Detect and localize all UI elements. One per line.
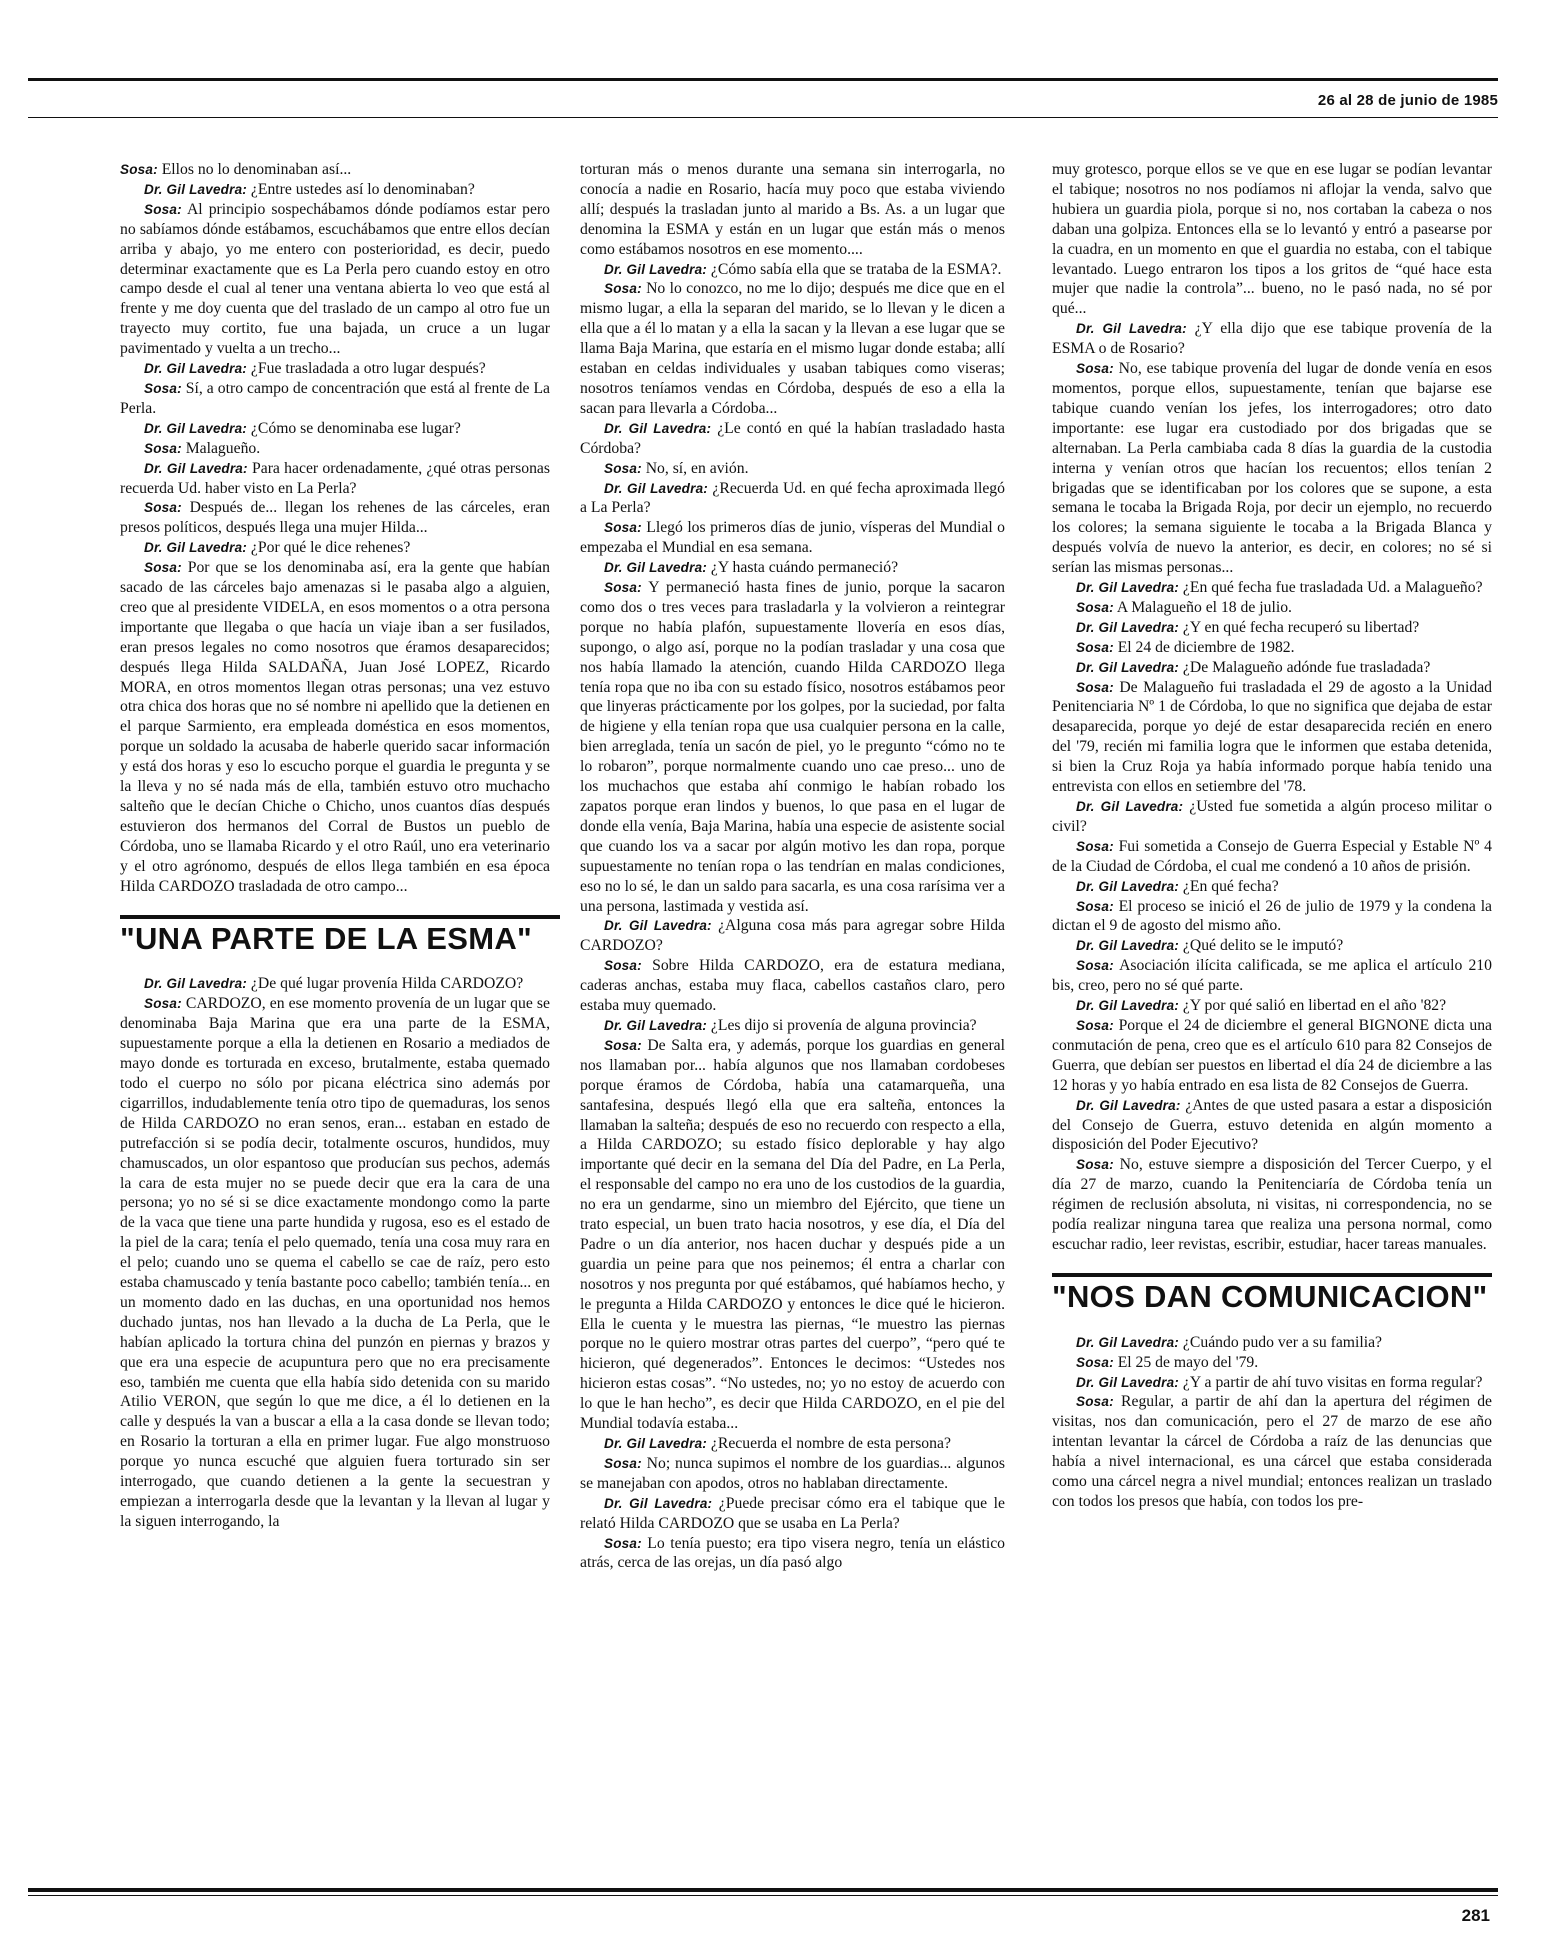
paragraph-text: El proceso se inició el 26 de julio de 1979 y la condena la dictan el 9 de agosto del mismo año. xyxy=(1052,897,1493,935)
paragraph xyxy=(1052,578,1492,598)
paragraph-text: Malagueño. xyxy=(185,439,261,457)
paragraph xyxy=(1052,956,1492,996)
speaker-label: Dr. Gil Lavedra: xyxy=(1076,659,1179,675)
paragraph-text: No, sí, en avión. xyxy=(645,459,749,477)
paragraph xyxy=(1052,996,1492,1016)
paragraph-text: Llegó los primeros días de junio, vísperas del Mundial o empezaba el Mundial en esa semana. xyxy=(580,519,1006,557)
paragraph xyxy=(1052,1373,1492,1393)
paragraph-text: ¿Entre ustedes así lo denominaban? xyxy=(250,180,475,198)
paragraph-text: De Salta era, y además, porque los guardias en general nos llamaban por... había algunos que nos llamaban cordobeses porque éramos de Córdoba, había una catamarqueña, una santafesina, después llegó ella que era salteña, entonces la llamaban la salteña; después de eso no recuerdo con respecto a ella, a Hilda CARDOZO; su estado físico deplorable y hay algo importante qué decir en la semana del Día del Padre, en La Perla, el responsable del campo no era uno de los custodios de la guardia, no era un gendarme, sino un miembro del Ejército, que tiene un trato especial, un buen trato hacia nosotros, y ese día, el Día del Padre o un día anterior, nos hacen duchar y después pide a un guardia un peine para que nos peinemos; él entra a charlar con nosotros y nos pregunta por qué estábamos, qué habíamos hecho, y le pregunta a Hilda CARDOZO y entonces le dice qué le hicieron. Ella le cuenta y le muestra las piernas, “le muestro las piernas porque no le quiero mostrar otras partes del cuerpo”, “pero qué te hicieron, qué degenerados”. Entonces le decimos: “Ustedes nos hicieron estas cosas”. “No ustedes, no; yo no estoy de acuerdo con lo que le han hecho”, es decir que Hilda CARDOZO, en el pie del Mundial todavía estaba... xyxy=(580,1036,1006,1433)
paragraph-text: De Malagueño fui trasladada el 29 de agosto a la Unidad Penitenciaria Nº 1 de Córdoba, lo que no significa que dejaba de estar desaparecida, porque yo dejé de estar desaparecida recién en enero del '79, recién mi familia logra que le informen que estaba detenida, si bien la Cruz Roja ya había informado porque había tenido una entrevista con ellos en setiembre del '78. xyxy=(1052,678,1492,796)
speaker-label: Dr. Gil Lavedra: xyxy=(604,1436,707,1451)
paragraph xyxy=(580,1494,1005,1534)
speaker-label: Dr. Gil Lavedra: xyxy=(1076,1097,1181,1113)
speaker-label: Dr. Gil Lavedra: xyxy=(604,918,712,934)
speaker-label: Sosa: xyxy=(144,500,182,516)
paragraph-text: ¿Por qué le dice rehenes? xyxy=(250,539,411,557)
speaker-label: Sosa: xyxy=(1076,1394,1114,1410)
paragraph xyxy=(1052,319,1492,359)
paragraph-text: ¿De qué lugar provenía Hilda CARDOZO? xyxy=(250,975,524,993)
paragraph-text: ¿Usted fue sometida a algún proceso militar o civil? xyxy=(1052,798,1493,835)
paragraph-text: Regular, a partir de ahí dan la apertura del régimen de visitas, nos dan comunicación, pero el 27 de marzo de ese año intentan levantar la cárcel de Córdoba a raíz de las denuncias que había a nivel internacional, es una cárcel que estaba considerada como una cárcel negra a nivel mundial; entonces realizan un traslado con todos los presos que había, con todos los pre- xyxy=(1052,1393,1492,1510)
speaker-label: Dr. Gil Lavedra: xyxy=(1076,878,1179,894)
paragraph xyxy=(580,578,1005,916)
speaker-label: Dr. Gil Lavedra: xyxy=(604,420,712,436)
paragraph xyxy=(580,1534,1005,1574)
speaker-label: Sosa: xyxy=(604,1037,642,1053)
paragraph xyxy=(120,419,550,439)
paragraph-text: ¿En qué fecha fue trasladada Ud. a Malagueño? xyxy=(1182,579,1483,597)
paragraph-text: ¿Puede precisar cómo era el tabique que le relató Hilda CARDOZO que se usaba en La Perla? xyxy=(580,1494,1005,1532)
speaker-label: Dr. Gil Lavedra: xyxy=(604,261,707,277)
speaker-label: Dr. Gil Lavedra: xyxy=(144,540,247,556)
paragraph-text: Lo tenía puesto; era tipo visera negro, tenía un elástico atrás, cerca de las orejas, un día pasó algo xyxy=(580,1534,1006,1572)
speaker-label: Dr. Gil Lavedra: xyxy=(604,1017,707,1033)
footer-rule xyxy=(28,1888,1498,1892)
speaker-label: Dr. Gil Lavedra: xyxy=(1076,1374,1179,1390)
speaker-label: Sosa: xyxy=(1076,838,1114,854)
speaker-label: Sosa: xyxy=(604,281,642,297)
paragraph xyxy=(120,538,550,558)
paragraph-text: ¿Les dijo si provenía de alguna provincia? xyxy=(710,1016,977,1034)
speaker-label: Dr. Gil Lavedra: xyxy=(1076,580,1179,596)
paragraph xyxy=(120,379,550,419)
speaker-label: Sosa: xyxy=(1076,1354,1114,1370)
paragraph-text: No lo conozco, no me lo dijo; después me dice que en el mismo lugar, a ella la separan del marido, se lo llevan y le dicen a ella que a él lo matan y a ella la sacan y la llevan a ese lugar que se llama Baja Marina, que estaría en el mismo lugar donde estaba; allí estaban en celdas individuales y usaban tabiques como viseras; nosotros teníamos vendas en Córdoba, después de eso a ella la sacan para llevarla a Córdoba... xyxy=(580,280,1006,417)
section-headline: "UNA PARTE DE LA ESMA" xyxy=(120,920,533,956)
section-headline-box xyxy=(120,915,560,959)
speaker-label: Dr. Gil Lavedra: xyxy=(1076,799,1184,814)
speaker-label: Sosa: xyxy=(1076,1157,1114,1173)
paragraph xyxy=(1052,359,1492,578)
paragraph-text: Al principio sospechábamos dónde podíamos estar pero no sabíamos dónde estábamos, escuchábamos que entre ellos decían arriba y abajo, yo me entero con posterioridad, es decir, puedo determinar exactamente que es La Perla pero cuando estoy en otro campo desde el cual al tener una ventana abierta lo veo que está al frente y me doy cuenta que del traslado de un campo al otro fue un trayecto muy cortito, fue una bajada, un cruce a un lugar pavimentado y vuelta a un trecho... xyxy=(120,200,550,358)
paragraph-text: A Malagueño el 18 de julio. xyxy=(1116,598,1292,616)
paragraph-text: torturan más o menos durante una semana sin interrogarla, no conocía a nadie en Rosario, hacía muy poco que estaba viviendo allí; después la trasladan junto al marido a Bs. As. a un lugar que denomina la ESMA y están en un lugar que están más o menos como estábamos nosotros en ese momento.... xyxy=(580,161,1005,258)
paragraph xyxy=(580,260,1005,280)
paragraph xyxy=(580,1454,1005,1494)
paragraph xyxy=(120,498,550,538)
speaker-label: Sosa: xyxy=(1076,361,1114,377)
paragraph-text: Porque el 24 de diciembre el general BIGNONE dicta una conmutación de pena, creo que es el artículo 610 para 82 Consejos de Guerra, que debían ser puestos en libertad el día 24 de diciembre a las 12 horas y yo había entrado en esa lista de 82 Consejos de Guerra. xyxy=(1052,1016,1493,1094)
paragraph xyxy=(580,279,1005,418)
speaker-label: Dr. Gil Lavedra: xyxy=(1076,619,1179,635)
column-2 xyxy=(580,160,1005,1573)
paragraph-text: CARDOZO, en ese momento provenía de un lugar que se denominaba Baja Marina que era una parte de la ESMA, supuestamente porque a ella la detienen en Rosario a mediados de mayo donde es torturada en exceso, brutalmente, estaba quemado todo el cuerpo no sólo por picana eléctrica sino además por cigarrillos, indudablemente tenía otro tipo de quemaduras, los senos de Hilda CARDOZO no eran senos, eran... estaban en estado de putrefacción si se podía decir, totalmente oscuros, hundidos, muy chamuscados, un olor espantoso que producían sus pechos, además la cara de esta mujer no se puede decir que era la cara de una persona; yo no sé si se dice exactamente mondongo como la parte de la vaca que tiene una parte hundida y rugosa, eso es el estado de la piel de la cara; tenía el pelo quemado, tenía una cosa muy rara en el pelo; cuando uno se quema el cabello se cae de raíz, pero esto estaba chamuscado y tenía bastante poco cabello; también tenía... en un momento dado en las duchas, en una oportunidad nos hemos duchado juntas, nos han llevado a la ducha de La Perla, que le habían aplicado la tortura china del punzón en piernas y brazos y que era una especie de acupuntura pero que no era precisamente eso, también me cuenta que ella había sido detenida con su marido Atilio VERON, que según lo que me dice, a él lo detienen en la calle y después la van a buscar a ella a la casa donde se llevan todo; en Rosario la torturan a ella en primer lugar. Fue algo monstruoso porque yo nunca escuché que alguien fuera torturado sin ser interrogado, que cuando detienen a la gente la secuestran y empiezan a interrogarla desde que la levantan y la llevan al lugar y la siguen interrogando, la xyxy=(120,995,551,1530)
paragraph-text: ¿Antes de que usted pasara a estar a disposición del Consejo de Guerra, estuvo detenida en algún momento a disposición del Poder Ejecutivo? xyxy=(1052,1096,1493,1154)
paragraph-text: ¿Cómo sabía ella que se trataba de la ESMA?. xyxy=(710,260,1002,278)
speaker-label: Sosa: xyxy=(1076,898,1114,914)
paragraph xyxy=(580,558,1005,578)
paragraph-text: ¿Y ella dijo que ese tabique provenía de la ESMA o de Rosario? xyxy=(1052,320,1492,358)
speaker-label: Sosa: xyxy=(1076,958,1114,974)
paragraph xyxy=(1052,877,1492,897)
paragraph-text: Para hacer ordenadamente, ¿qué otras personas recuerda Ud. haber visto en La Perla? xyxy=(120,459,551,497)
speaker-label: Sosa: xyxy=(604,520,642,536)
top-rule xyxy=(28,78,1498,81)
paragraph xyxy=(580,1434,1005,1454)
paragraph xyxy=(1052,936,1492,956)
column-3 xyxy=(1052,160,1492,1512)
paragraph-text: Y permaneció hasta fines de junio, porque la sacaron como dos o tres veces para trasladarla y la volvieron a reintegrar porque no había plafón, supuestamente llovería en esos días, supongo, o algo así, porque no la podían trasladar y una cosa que nos había llamado la atención, cuando Hilda CARDOZO llega tenía ropa que no iba con su estado físico, nosotros estábamos peor que linyeras prácticamente por los golpes, por la suciedad, por falta de higiene y ella tenían ropa que usa cualquier persona en la calle, bien arreglada, tenía un sacón de piel, yo le pregunto “cómo no te lo robaron”, porque normalmente cuando uno cae preso... uno de los muchachos que estaba ahí conmigo le habían robado los zapatos porque eran lindos y buenos, lo que pasa en el lugar de donde ella venía, Baja Marina, había una especie de asistente social que cuando los va a sacar por algún motivo les dan ropa, porque supuestamente no tenían ropa o las tendrían en malas condiciones, eso no lo sé, le dan un saldo para sacarla, es una cosa rarísima ver a una persona, lastimada y vestida así. xyxy=(580,579,1006,915)
paragraph-text: ¿Cuándo pudo ver a su familia? xyxy=(1182,1333,1383,1351)
paragraph-text: Sí, a otro campo de concentración que está al frente de La Perla. xyxy=(120,379,551,417)
paragraph xyxy=(1052,1096,1492,1156)
paragraph-text: ¿Le contó en qué la habían trasladado hasta Córdoba? xyxy=(580,419,1006,457)
speaker-label: Dr. Gil Lavedra: xyxy=(144,361,247,377)
paragraph xyxy=(580,479,1005,519)
paragraph-text: Fui sometida a Consejo de Guerra Especial y Estable Nº 4 de la Ciudad de Córdoba, el cual me condenó a 10 años de prisión. xyxy=(1052,837,1492,875)
speaker-label: Sosa: xyxy=(1076,599,1114,615)
paragraph-text: El 24 de diciembre de 1982. xyxy=(1117,638,1295,656)
paragraph xyxy=(580,160,1005,260)
paragraph xyxy=(120,459,550,499)
paragraph xyxy=(120,994,550,1531)
speaker-label: Dr. Gil Lavedra: xyxy=(1076,321,1187,337)
paragraph xyxy=(120,200,550,359)
paragraph-text: muy grotesco, porque ellos se ve que en ese lugar se podían levantar el tabique; nosotros no nos podíamos ni aflojar la venda, salvo que hubiera un guardia piola, porque si no, nos cortaban la cabeza o nos daban una golpiza. Entonces ella se lo levantó y entró a pasearse por la cuadra, en un momento en que el guardia no estaba, con el tabique levantado. Luego entraron los tipos a los gritos de “qué hace esta mujer que nadie la controla”... bueno, no le pasó nada, no sé por qué... xyxy=(1052,161,1492,318)
speaker-label: Dr. Gil Lavedra: xyxy=(604,480,708,496)
paragraph xyxy=(580,1016,1005,1036)
paragraph xyxy=(1052,1333,1492,1353)
speaker-label: Dr. Gil Lavedra: xyxy=(1076,938,1179,954)
speaker-label: Dr. Gil Lavedra: xyxy=(1076,1334,1179,1350)
speaker-label: Sosa: xyxy=(604,1535,642,1551)
header-rule xyxy=(28,117,1498,118)
paragraph-text: Sobre Hilda CARDOZO, era de estatura mediana, caderas anchas, estaba muy flaca, cabellos castaños claro, pero estaba muy quemado. xyxy=(580,957,1006,1015)
paragraph xyxy=(1052,1155,1492,1255)
paragraph xyxy=(120,558,550,896)
paragraph-text: ¿Qué delito se le imputó? xyxy=(1182,937,1344,955)
paragraph-text: Por que se los denominaba así, era la gente que habían sacado de las cárceles bajo amenazas si le pasaba algo a alguien, creo que al presidente VIDELA, en esos momentos o a otra persona importante que llegaba o que hacía un viaje iban a ser fusilados, eran presos legales no como nosotros que éramos desaparecidos; después llega Hilda SALDAÑA, Juan José LOPEZ, Ricardo MORA, en otros momentos llegan otras personas; una vez estuvo otra chica dos horas que no sé nombre ni apellido que la detienen en el parque Sarmiento, era empleada doméstica en esos momentos, porque un soldado la acusaba de haberle querido sacar información y está dos horas y eso lo escucho porque el guardia le pregunta y se la lleva y no sé nada más de ella, también estuvo otro muchacho salteño que le decían Chiche o Chicho, unos cuantos días después estuvieron dos hermanos del Corral de Bustos un pueblo de Córdoba, uno se llamaba Ricardo y el otro Raúl, uno era veterinario y el otro agrónomo, después de ellos llega también en esa época Hilda CARDOZO trasladada de otro campo... xyxy=(120,559,550,895)
paragraph xyxy=(1052,797,1492,837)
speaker-label: Sosa: xyxy=(604,958,642,974)
paragraph-text: ¿Y por qué salió en libertad en el año '82? xyxy=(1182,997,1447,1015)
paragraph xyxy=(1052,897,1492,937)
speaker-label: Dr. Gil Lavedra: xyxy=(1076,998,1179,1014)
paragraph-text: Asociación ilícita calificada, se me aplica el artículo 210 bis, creo, pero no sé qué parte. xyxy=(1052,957,1492,995)
speaker-label: Sosa: xyxy=(144,996,182,1012)
footer-rule-thin xyxy=(28,1895,1498,1896)
paragraph xyxy=(1052,1353,1492,1373)
paragraph xyxy=(580,1036,1005,1434)
paragraph xyxy=(1052,658,1492,678)
paragraph xyxy=(580,916,1005,956)
paragraph xyxy=(580,419,1005,459)
speaker-label: Dr. Gil Lavedra: xyxy=(144,460,248,476)
paragraph xyxy=(580,459,1005,479)
speaker-label: Sosa: xyxy=(1076,679,1114,695)
paragraph-text: ¿Y hasta cuándo permaneció? xyxy=(710,559,899,577)
paragraph xyxy=(120,359,550,379)
paragraph xyxy=(120,974,550,994)
paragraph xyxy=(580,956,1005,1016)
paragraph-text: ¿Recuerda el nombre de esta persona? xyxy=(710,1435,951,1452)
paragraph xyxy=(1052,160,1492,319)
speaker-label: Sosa: xyxy=(144,380,182,396)
paragraph-text: El 25 de mayo del '79. xyxy=(1117,1353,1259,1371)
paragraph-text: ¿Cómo se denominaba ese lugar? xyxy=(250,419,461,437)
paragraph xyxy=(580,518,1005,558)
speaker-label: Dr. Gil Lavedra: xyxy=(604,560,707,576)
paragraph xyxy=(1052,1016,1492,1096)
speaker-label: Sosa: xyxy=(604,580,642,596)
paragraph-text: No, estuve siempre a disposición del Tercer Cuerpo, y el día 27 de marzo, cuando la Penitenciaría de Córdoba tenía un régimen de reclusión absoluta, ni visitas, ni correspondencia, no se podía realizar ninguna tarea que realiza una persona normal, como escuchar radio, leer revistas, escribir, estudiar, hacer tareas manuales. xyxy=(1052,1156,1493,1253)
issue-date: 26 al 28 de junio de 1985 xyxy=(1317,92,1498,109)
paragraph-text: Después de... llegan los rehenes de las cárceles, eran presos políticos, después llega una mujer Hilda... xyxy=(120,499,550,537)
paragraph xyxy=(1052,1392,1492,1511)
paragraph xyxy=(1052,618,1492,638)
paragraph-text: ¿Fue trasladada a otro lugar después? xyxy=(250,360,486,378)
speaker-label: Sosa: xyxy=(144,440,182,456)
paragraph-text: No, ese tabique provenía del lugar de donde venía en esos momentos, porque ellos, supuestamente, tenían que bajarse ese tabique cuando venían los jefes, los interrogadores; otro dato importante: ese lugar era custodiado por dos brigadas que se alternaban. La Perla cambiaba cada 8 días la guardia de la custodia interna y venían otros que hacían los recuentos; ellos tenían 2 brigadas que se identificaban por los colores que se supone, a esta semana le tocaba la Brigada Roja, por decir un ejemplo, no recuerdo los colores; la semana siguiente le tocaba a la Brigada Blanca y después volvía de nuevo la anterior, es decir, en colores; no sé si serían las mismas personas... xyxy=(1052,360,1492,577)
paragraph-text: ¿Alguna cosa más para agregar sobre Hilda CARDOZO? xyxy=(580,917,1006,955)
paragraph-text: ¿De Malagueño adónde fue trasladada? xyxy=(1182,658,1431,676)
speaker-label: Dr. Gil Lavedra: xyxy=(144,420,247,436)
page-number: 281 xyxy=(1461,1906,1490,1925)
paragraph-text: ¿En qué fecha? xyxy=(1182,877,1279,895)
paragraph-text: ¿Y a partir de ahí tuvo visitas en forma regular? xyxy=(1182,1373,1483,1391)
speaker-label: Dr. Gil Lavedra: xyxy=(144,976,247,992)
speaker-label: Sosa: xyxy=(144,201,182,217)
paragraph xyxy=(1052,678,1492,797)
section-headline-box xyxy=(1052,1273,1492,1317)
paragraph-text: No; nunca supimos el nombre de los guardias... algunos se manejaban con apodos, otros no hablaban directamente. xyxy=(580,1454,1005,1492)
speaker-label: Sosa: xyxy=(1076,1017,1114,1033)
paragraph xyxy=(1052,638,1492,658)
speaker-label: Sosa: xyxy=(1076,639,1114,655)
paragraph xyxy=(120,160,550,180)
section-headline: "NOS DAN COMUNICACION" xyxy=(1052,1278,1488,1314)
paragraph xyxy=(1052,837,1492,877)
speaker-label: Sosa: xyxy=(120,162,158,177)
paragraph-text: ¿Y en qué fecha recuperó su libertad? xyxy=(1182,618,1420,636)
speaker-label: Sosa: xyxy=(604,460,642,476)
paragraph xyxy=(120,439,550,459)
column-1 xyxy=(120,160,550,1532)
paragraph xyxy=(120,180,550,200)
speaker-label: Sosa: xyxy=(144,560,182,576)
speaker-label: Dr. Gil Lavedra: xyxy=(144,181,247,197)
paragraph xyxy=(1052,598,1492,618)
speaker-label: Sosa: xyxy=(604,1455,642,1471)
speaker-label: Dr. Gil Lavedra: xyxy=(604,1495,713,1511)
paragraph-text: Ellos no lo denominaban así... xyxy=(161,161,352,178)
paragraph-text: ¿Recuerda Ud. en qué fecha aproximada llegó a La Perla? xyxy=(580,479,1005,517)
